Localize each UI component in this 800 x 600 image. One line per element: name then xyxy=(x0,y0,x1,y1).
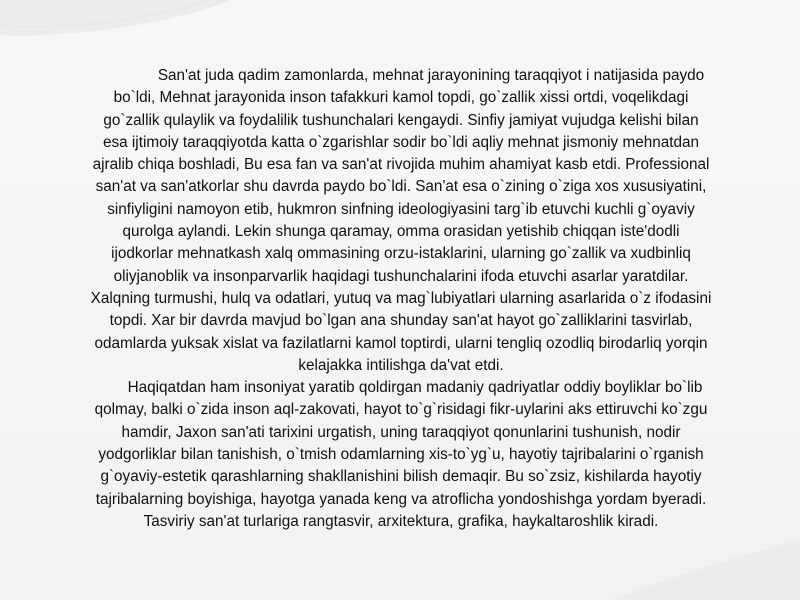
text-line: San'at juda qadim zamonlarda, mehnat jarayonining taraqqiyot i natijasida paydo xyxy=(157,67,705,84)
paragraph-art-origins xyxy=(40,65,762,377)
text-content xyxy=(40,65,762,533)
text-line: ajralib chiqa boshladi, Bu esa fan va san'at rivojida muhim ahamiyat kasb etdi. Professional xyxy=(92,156,710,174)
bottom-right-wave-decoration xyxy=(610,540,800,600)
text-line: g`oyaviy-estetik qarashlarning shakllanishini bilish demaqir. Bu so`zsiz, kishilarda hayotiy xyxy=(100,468,702,486)
text-line: qurolga aylandi. Lekin shunga qaramay, omma orasidan yetishib chiqqan iste'dodli xyxy=(122,223,680,241)
text-line: odamlarda yuksak xislat va fazilatlarni kamol toptirdi, ularni tengliq ozodliq birodarliq yorqin xyxy=(94,334,708,352)
text-line: san'at va san'atkorlar shu davrda paydo bo`ldi. San'at esa o`zining o`ziga xos xususiyatini, xyxy=(95,178,707,196)
text-line: sinfiyligini namoyon etib, hukmron sinfning ideologiyasini targ`ib etuvchi kuchli g`oyaviy xyxy=(107,200,695,218)
paragraph-cultural-values xyxy=(40,377,762,533)
text-line: qolmay, balki o`zida inson aql-zakovati, hayot to`g`risidagi fikr-uylarini aks ettiruvchi ko`zgu xyxy=(94,401,708,419)
text-line: Xalqning turmushi, hulq va odatlari, yutuq va mag`lubiyatlari ularning asarlarida o`z ifodasini xyxy=(90,289,712,307)
text-line: hamdir, Jaxon san'ati tarixini urgatish, uning taraqqiyot qonunlarini tushunish, nodir xyxy=(121,423,681,441)
text-line: yodgorliklar bilan tanishish, o`tmish odamlarning xis-to`yg`u, hayotiy tajribalarini o`rganish xyxy=(98,446,704,464)
text-line: esa ijtimoiy taraqqiyotda katta o`zgarishlar sodir bo`ldi aqliy mehnat jismoniy mehnatdan xyxy=(102,133,700,151)
text-line: Tasviriy san'at turlariga rangtasvir, arxitektura, grafika, haykaltaroshlik kiradi. xyxy=(143,512,659,530)
text-line: Haqiqatdan ham insoniyat yaratib qoldirgan madaniy qadriyatlar oddiy boyliklar bo`lib xyxy=(127,379,703,397)
text-line: go`zallik qulaylik va foydalilik tushunchalari kengaydi. Sinfiy jamiyat vujudga kelishi bilan xyxy=(103,111,699,129)
text-line: topdi. Xar bir davrda mavjud bo`lgan ana shunday san'at hayot go`zalliklarini tasvirlab, xyxy=(109,312,693,330)
text-line: oliyjanoblik va insonparvarlik haqidagi tushunchalarini ifoda etuvchi asarlar yaratdilar. xyxy=(113,267,689,285)
text-line: kelajakka intilishga da'vat etdi. xyxy=(298,356,504,374)
text-line: tajribalarning boyishiga, hayotga yanada keng va atroflicha yondoshishga yordam byeradi. xyxy=(95,490,707,508)
text-line: bo`ldi, Mehnat jarayonida inson tafakkuri kamol topdi, go`zallik xissi ortdi, voqelikdagi xyxy=(113,89,689,107)
text-line: ijodkorlar mehnatkash xalq ommasining orzu-istaklarini, ularning go`zallik va xudbinliq xyxy=(111,245,691,263)
